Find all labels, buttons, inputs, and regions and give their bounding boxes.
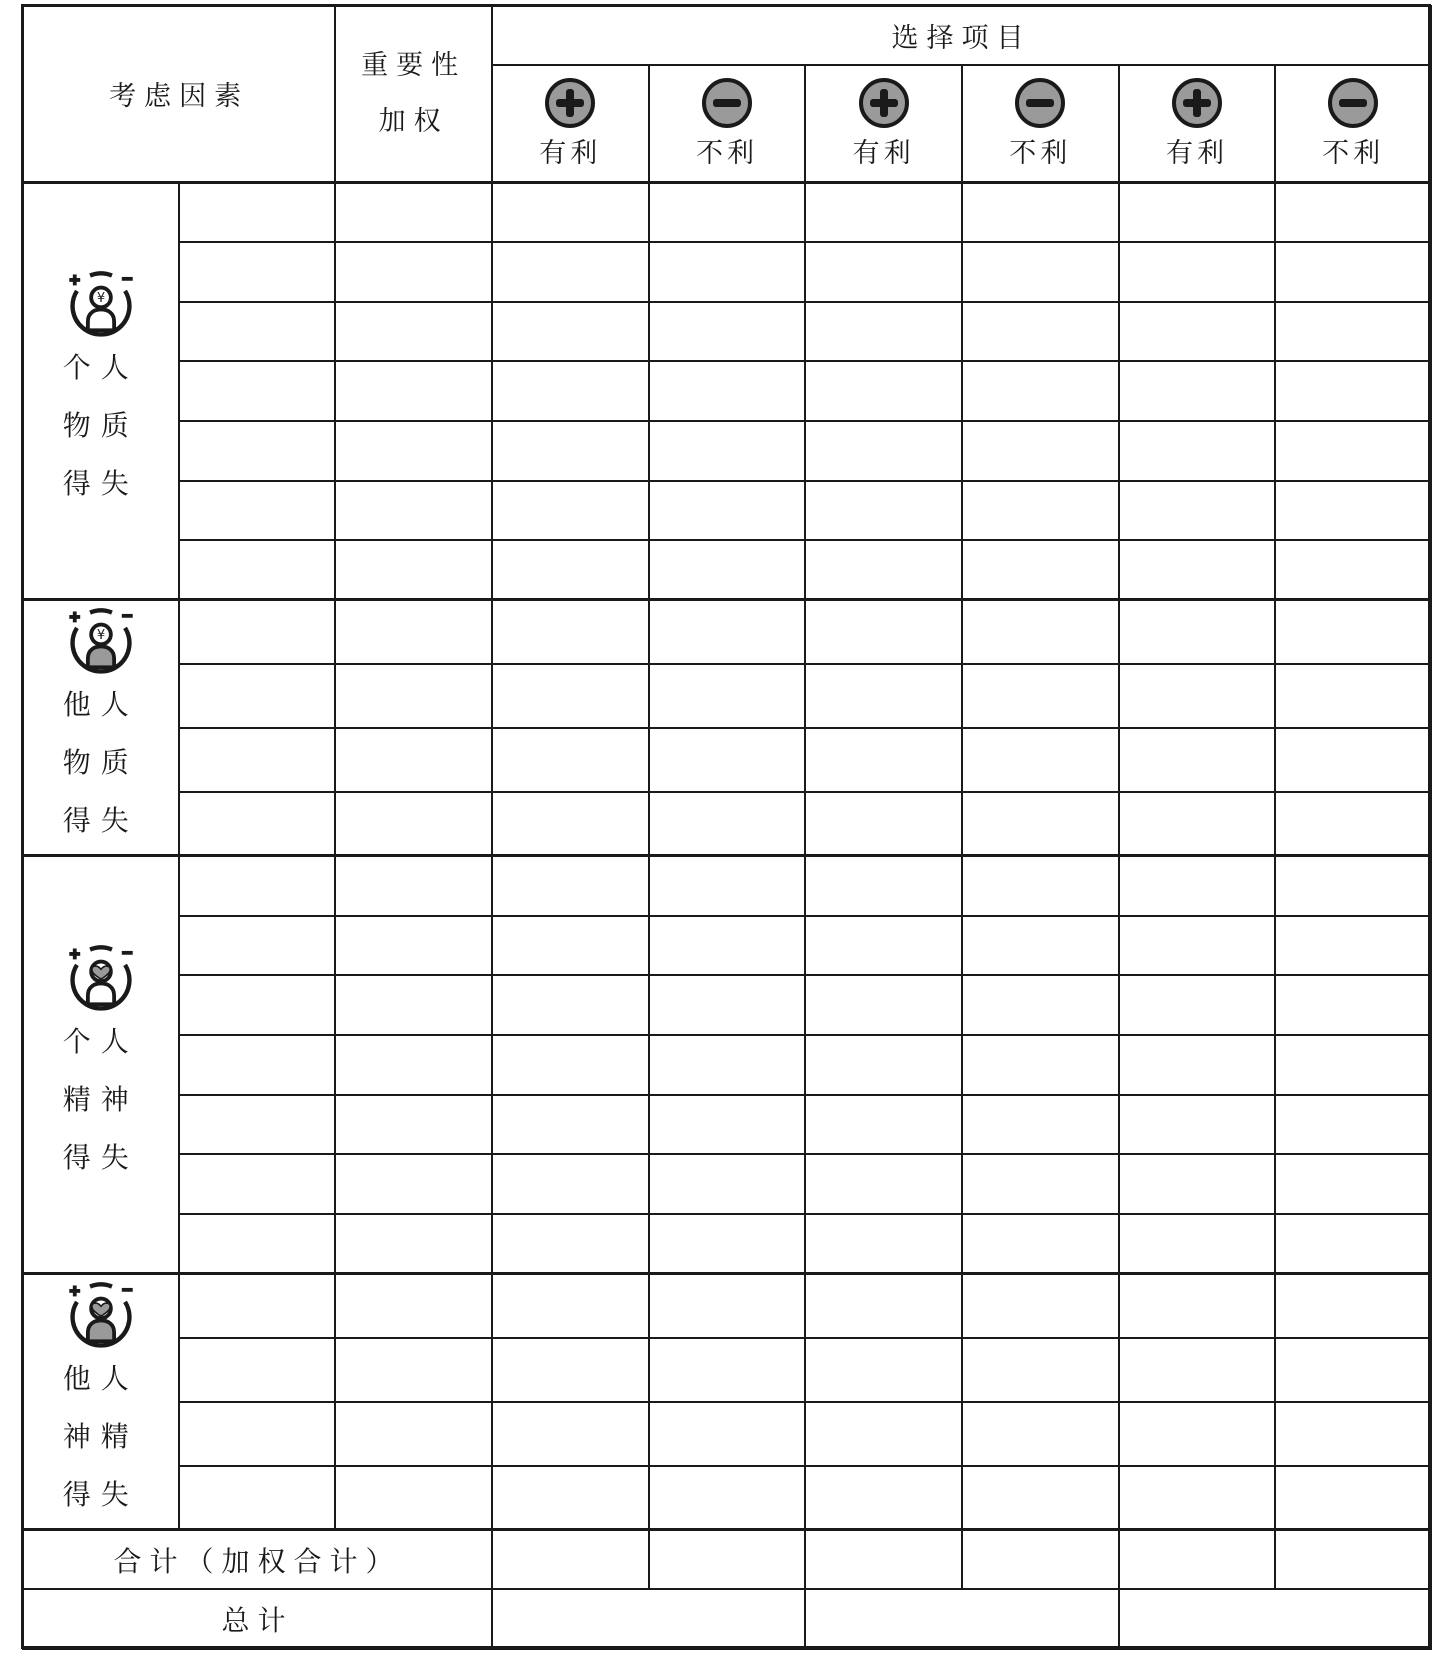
score-input-cell[interactable] [1275, 1273, 1431, 1337]
table-row [23, 975, 1431, 1035]
weight-input-cell[interactable] [335, 361, 492, 421]
weight-input-cell[interactable] [335, 1214, 492, 1274]
factor-input-cell[interactable] [179, 600, 336, 664]
score-input-cell[interactable] [805, 1035, 962, 1095]
score-input-cell[interactable] [649, 728, 806, 792]
score-input-cell[interactable] [492, 1338, 649, 1402]
table-row [23, 1402, 1431, 1466]
score-input-cell[interactable] [649, 1095, 806, 1155]
total-label: 总计 [221, 1604, 294, 1638]
score-input-cell[interactable] [805, 182, 962, 242]
header-column-3 [805, 65, 962, 182]
minus-circle-icon [1014, 77, 1066, 129]
factor-input-cell[interactable] [179, 792, 336, 856]
score-input-cell[interactable] [805, 664, 962, 728]
score-input-cell[interactable] [1275, 182, 1431, 242]
header-column-5 [1119, 65, 1276, 182]
weight-input-cell[interactable] [335, 242, 492, 302]
score-input-cell[interactable] [1275, 302, 1431, 362]
header-column-6 [1275, 65, 1431, 182]
score-input-cell[interactable] [1119, 792, 1276, 856]
header-weight-label: 加权 [378, 105, 449, 137]
score-input-cell[interactable] [649, 421, 806, 481]
score-input-cell[interactable] [492, 728, 649, 792]
category-label: 精神 [62, 1082, 139, 1116]
score-input-cell[interactable] [492, 242, 649, 302]
weight-input-cell[interactable] [335, 182, 492, 242]
table-row [23, 792, 1431, 856]
score-input-cell[interactable] [1119, 182, 1276, 242]
score-input-cell[interactable] [962, 302, 1119, 362]
category-cell [23, 600, 179, 856]
table-row [23, 1338, 1431, 1402]
score-input-cell[interactable] [1119, 1466, 1276, 1530]
category-label: 物质 [62, 409, 139, 443]
score-input-cell[interactable] [1275, 361, 1431, 421]
score-input-cell[interactable] [649, 540, 806, 600]
score-input-cell[interactable] [962, 1095, 1119, 1155]
table-row [23, 481, 1431, 541]
weight-input-cell[interactable] [335, 481, 492, 541]
subtotal-input-cell[interactable] [1119, 1530, 1276, 1590]
score-input-cell[interactable] [649, 975, 806, 1035]
header-importance [335, 6, 492, 182]
weight-input-cell[interactable] [335, 1095, 492, 1155]
other-person-heart-icon [66, 1280, 136, 1350]
header-column-label: 有利 [539, 137, 602, 169]
score-input-cell[interactable] [1119, 1154, 1276, 1214]
score-input-cell[interactable] [1275, 664, 1431, 728]
table-row [23, 242, 1431, 302]
score-input-cell[interactable] [649, 600, 806, 664]
subtotal-input-cell[interactable] [805, 1530, 962, 1590]
factor-input-cell[interactable] [179, 182, 336, 242]
score-input-cell[interactable] [805, 1338, 962, 1402]
score-input-cell[interactable] [492, 856, 649, 916]
score-input-cell[interactable] [1119, 361, 1276, 421]
weight-input-cell[interactable] [335, 792, 492, 856]
plus-circle-icon [1171, 77, 1223, 129]
header-column-1 [492, 65, 649, 182]
category-label: 得失 [62, 1477, 139, 1511]
score-input-cell[interactable] [1119, 728, 1276, 792]
table-row [23, 600, 1431, 664]
score-input-cell[interactable] [1119, 1402, 1276, 1466]
category-label: 物质 [62, 745, 139, 779]
score-input-cell[interactable] [649, 1154, 806, 1214]
score-input-cell[interactable] [492, 302, 649, 362]
score-input-cell[interactable] [805, 421, 962, 481]
factor-input-cell[interactable] [179, 361, 336, 421]
category-cell [23, 1273, 179, 1529]
score-input-cell[interactable] [492, 1154, 649, 1214]
category-label: 得失 [62, 803, 139, 837]
score-input-cell[interactable] [1275, 1466, 1431, 1530]
score-input-cell[interactable] [1119, 540, 1276, 600]
svg-text:¥: ¥ [96, 290, 105, 306]
factor-input-cell[interactable] [179, 1154, 336, 1214]
weight-input-cell[interactable] [335, 1402, 492, 1466]
score-input-cell[interactable] [1119, 1338, 1276, 1402]
category-label: 得失 [62, 1140, 139, 1174]
score-input-cell[interactable] [492, 182, 649, 242]
score-input-cell[interactable] [962, 664, 1119, 728]
header-factors [23, 6, 335, 182]
person-heart-icon [66, 943, 136, 1013]
total-input-cell[interactable] [492, 1589, 805, 1649]
score-input-cell[interactable] [1275, 792, 1431, 856]
score-input-cell[interactable] [805, 916, 962, 976]
score-input-cell[interactable] [1275, 421, 1431, 481]
score-input-cell[interactable] [962, 182, 1119, 242]
score-input-cell[interactable] [962, 1402, 1119, 1466]
score-input-cell[interactable] [649, 182, 806, 242]
factor-input-cell[interactable] [179, 1035, 336, 1095]
factor-input-cell[interactable] [179, 856, 336, 916]
category-cell [23, 182, 179, 599]
decision-table [22, 5, 1432, 1650]
score-input-cell[interactable] [1119, 916, 1276, 976]
factor-input-cell[interactable] [179, 1338, 336, 1402]
factor-input-cell[interactable] [179, 242, 336, 302]
score-input-cell[interactable] [1119, 242, 1276, 302]
table-row [23, 1035, 1431, 1095]
table-row [23, 1273, 1431, 1337]
score-input-cell[interactable] [962, 1214, 1119, 1274]
score-input-cell[interactable] [1119, 1273, 1276, 1337]
score-input-cell[interactable] [1275, 481, 1431, 541]
header-column-label: 有利 [852, 137, 915, 169]
weight-input-cell[interactable] [335, 600, 492, 664]
score-input-cell[interactable] [1275, 1214, 1431, 1274]
score-input-cell[interactable] [1275, 242, 1431, 302]
header-options [492, 6, 1431, 65]
decision-worksheet [22, 5, 1432, 1650]
table-row [23, 361, 1431, 421]
score-input-cell[interactable] [1275, 975, 1431, 1035]
subtotal-label-cell [23, 1530, 492, 1590]
weight-input-cell[interactable] [335, 916, 492, 976]
subtotal-input-cell[interactable] [962, 1530, 1119, 1590]
score-input-cell[interactable] [962, 728, 1119, 792]
score-input-cell[interactable] [492, 916, 649, 976]
score-input-cell[interactable] [492, 1402, 649, 1466]
svg-text:¥: ¥ [96, 627, 105, 643]
subtotal-input-cell[interactable] [649, 1530, 806, 1590]
score-input-cell[interactable] [805, 600, 962, 664]
total-input-cell[interactable] [805, 1589, 1118, 1649]
score-input-cell[interactable] [492, 421, 649, 481]
subtotal-label: 合计（加权合计） [113, 1544, 402, 1578]
score-input-cell[interactable] [1275, 916, 1431, 976]
score-input-cell[interactable] [492, 1273, 649, 1337]
category-label: 个人 [62, 351, 139, 385]
score-input-cell[interactable] [962, 1154, 1119, 1214]
table-row [23, 916, 1431, 976]
score-input-cell[interactable] [492, 1035, 649, 1095]
score-input-cell[interactable] [649, 1214, 806, 1274]
header-column-label: 不利 [695, 137, 758, 169]
person-coin-icon [66, 269, 136, 339]
score-input-cell[interactable] [1275, 1154, 1431, 1214]
category-cell [23, 856, 179, 1273]
score-input-cell[interactable] [1275, 1402, 1431, 1466]
score-input-cell[interactable] [649, 361, 806, 421]
table-row [23, 1154, 1431, 1214]
table-row [23, 302, 1431, 362]
score-input-cell[interactable] [805, 1214, 962, 1274]
score-input-cell[interactable] [1275, 1338, 1431, 1402]
score-input-cell[interactable] [962, 600, 1119, 664]
score-input-cell[interactable] [1275, 600, 1431, 664]
score-input-cell[interactable] [805, 1095, 962, 1155]
score-input-cell[interactable] [492, 792, 649, 856]
score-input-cell[interactable] [962, 1338, 1119, 1402]
plus-circle-icon [544, 77, 596, 129]
table-row [23, 540, 1431, 600]
score-input-cell[interactable] [649, 1035, 806, 1095]
minus-circle-icon [701, 77, 753, 129]
factor-input-cell[interactable] [179, 540, 336, 600]
score-input-cell[interactable] [1275, 540, 1431, 600]
score-input-cell[interactable] [962, 361, 1119, 421]
score-input-cell[interactable] [962, 540, 1119, 600]
score-input-cell[interactable] [1119, 481, 1276, 541]
header-factors-label: 考虑因素 [109, 81, 250, 113]
score-input-cell[interactable] [1275, 1035, 1431, 1095]
score-input-cell[interactable] [649, 856, 806, 916]
header-column-label: 不利 [1322, 137, 1385, 169]
score-input-cell[interactable] [1119, 975, 1276, 1035]
weight-input-cell[interactable] [335, 540, 492, 600]
score-input-cell[interactable] [962, 916, 1119, 976]
score-input-cell[interactable] [649, 1273, 806, 1337]
table-row [23, 664, 1431, 728]
weight-input-cell[interactable] [335, 1466, 492, 1530]
score-input-cell[interactable] [649, 481, 806, 541]
factor-input-cell[interactable] [179, 302, 336, 362]
score-input-cell[interactable] [492, 361, 649, 421]
score-input-cell[interactable] [649, 302, 806, 362]
score-input-cell[interactable] [1275, 1095, 1431, 1155]
score-input-cell[interactable] [492, 481, 649, 541]
weight-input-cell[interactable] [335, 1273, 492, 1337]
table-row [23, 1466, 1431, 1530]
factor-input-cell[interactable] [179, 728, 336, 792]
subtotal-row [23, 1530, 1431, 1590]
factor-input-cell[interactable] [179, 1402, 336, 1466]
weight-input-cell[interactable] [335, 856, 492, 916]
score-input-cell[interactable] [805, 540, 962, 600]
score-input-cell[interactable] [492, 1095, 649, 1155]
score-input-cell[interactable] [649, 664, 806, 728]
score-input-cell[interactable] [962, 975, 1119, 1035]
score-input-cell[interactable] [805, 1154, 962, 1214]
total-label-cell [23, 1589, 492, 1649]
plus-circle-icon [858, 77, 910, 129]
score-input-cell[interactable] [1119, 421, 1276, 481]
score-input-cell[interactable] [805, 792, 962, 856]
subtotal-input-cell[interactable] [492, 1530, 649, 1590]
score-input-cell[interactable] [1275, 728, 1431, 792]
score-input-cell[interactable] [805, 242, 962, 302]
table-row [23, 1095, 1431, 1155]
score-input-cell[interactable] [649, 916, 806, 976]
weight-input-cell[interactable] [335, 664, 492, 728]
factor-input-cell[interactable] [179, 1273, 336, 1337]
score-input-cell[interactable] [492, 975, 649, 1035]
weight-input-cell[interactable] [335, 1338, 492, 1402]
weight-input-cell[interactable] [335, 1035, 492, 1095]
score-input-cell[interactable] [649, 792, 806, 856]
score-input-cell[interactable] [962, 481, 1119, 541]
score-input-cell[interactable] [805, 728, 962, 792]
score-input-cell[interactable] [649, 1402, 806, 1466]
score-input-cell[interactable] [805, 856, 962, 916]
score-input-cell[interactable] [962, 1466, 1119, 1530]
score-input-cell[interactable] [649, 242, 806, 302]
score-input-cell[interactable] [962, 856, 1119, 916]
score-input-cell[interactable] [1119, 1214, 1276, 1274]
score-input-cell[interactable] [492, 600, 649, 664]
weight-input-cell[interactable] [335, 421, 492, 481]
table-row [23, 1214, 1431, 1274]
score-input-cell[interactable] [805, 1273, 962, 1337]
category-label: 神精 [62, 1419, 139, 1453]
factor-input-cell[interactable] [179, 1466, 336, 1530]
score-input-cell[interactable] [805, 975, 962, 1035]
score-input-cell[interactable] [805, 361, 962, 421]
score-input-cell[interactable] [805, 1402, 962, 1466]
score-input-cell[interactable] [1119, 600, 1276, 664]
score-input-cell[interactable] [1119, 664, 1276, 728]
header-options-label: 选择项目 [891, 23, 1032, 55]
category-label: 他人 [62, 687, 139, 721]
factor-input-cell[interactable] [179, 421, 336, 481]
score-input-cell[interactable] [492, 664, 649, 728]
other-person-coin-icon [66, 606, 136, 676]
factor-input-cell[interactable] [179, 975, 336, 1035]
table-row [23, 182, 1431, 242]
score-input-cell[interactable] [649, 1466, 806, 1530]
header-importance-label: 重要性 [361, 49, 467, 81]
score-input-cell[interactable] [1119, 302, 1276, 362]
category-label: 个人 [62, 1024, 139, 1058]
weight-input-cell[interactable] [335, 302, 492, 362]
weight-input-cell[interactable] [335, 975, 492, 1035]
score-input-cell[interactable] [962, 1035, 1119, 1095]
total-row [23, 1589, 1431, 1649]
factor-input-cell[interactable] [179, 1214, 336, 1274]
factor-input-cell[interactable] [179, 664, 336, 728]
score-input-cell[interactable] [1275, 856, 1431, 916]
header-column-label: 有利 [1165, 137, 1228, 169]
score-input-cell[interactable] [492, 540, 649, 600]
header-column-2 [649, 65, 806, 182]
table-row [23, 728, 1431, 792]
total-input-cell[interactable] [1119, 1589, 1431, 1649]
weight-input-cell[interactable] [335, 728, 492, 792]
weight-input-cell[interactable] [335, 1154, 492, 1214]
header-column-label: 不利 [1009, 137, 1072, 169]
factor-input-cell[interactable] [179, 916, 336, 976]
score-input-cell[interactable] [649, 1338, 806, 1402]
factor-input-cell[interactable] [179, 1095, 336, 1155]
category-label: 他人 [62, 1361, 139, 1395]
table-row [23, 421, 1431, 481]
factor-input-cell[interactable] [179, 481, 336, 541]
score-input-cell[interactable] [962, 421, 1119, 481]
score-input-cell[interactable] [962, 242, 1119, 302]
header-column-4 [962, 65, 1119, 182]
category-label: 得失 [62, 467, 139, 501]
minus-circle-icon [1327, 77, 1379, 129]
score-input-cell[interactable] [962, 1273, 1119, 1337]
score-input-cell[interactable] [962, 792, 1119, 856]
table-row [23, 856, 1431, 916]
score-input-cell[interactable] [1119, 856, 1276, 916]
score-input-cell[interactable] [492, 1466, 649, 1530]
score-input-cell[interactable] [492, 1214, 649, 1274]
score-input-cell[interactable] [1119, 1095, 1276, 1155]
score-input-cell[interactable] [1119, 1035, 1276, 1095]
score-input-cell[interactable] [805, 481, 962, 541]
subtotal-input-cell[interactable] [1275, 1530, 1431, 1590]
score-input-cell[interactable] [805, 1466, 962, 1530]
score-input-cell[interactable] [805, 302, 962, 362]
